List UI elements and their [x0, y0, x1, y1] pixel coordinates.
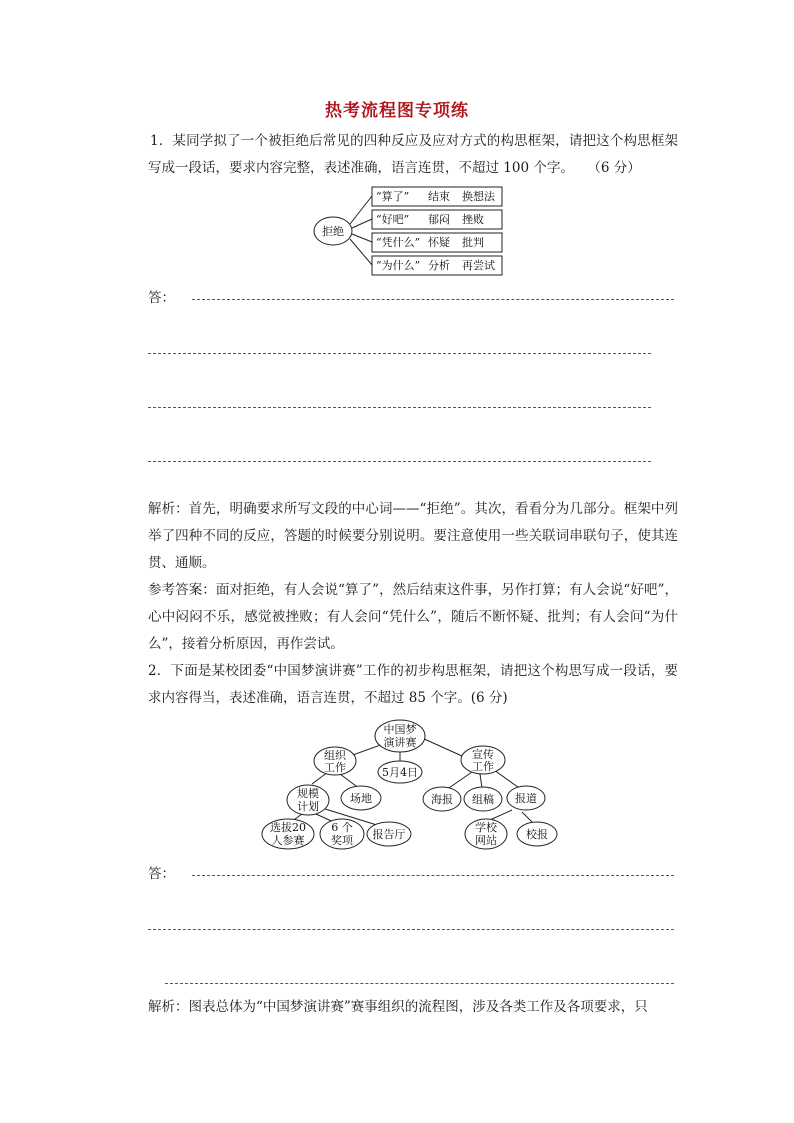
svg-text:5月4日: 5月4日	[382, 766, 418, 779]
svg-text:批判: 批判	[462, 236, 484, 249]
diagram-node-select-participants	[262, 819, 314, 849]
question-2-diagram	[250, 716, 580, 856]
svg-text:换想法: 换想法	[462, 190, 495, 203]
diagram-connector	[350, 239, 372, 265]
diagram-connector	[350, 196, 372, 224]
diagram-node-organization	[314, 747, 356, 775]
diagram-node-publicity	[461, 746, 505, 774]
diagram-node-school-website	[465, 819, 507, 849]
answer-line[interactable]	[148, 929, 674, 930]
svg-text:选拔20: 选拔20	[270, 821, 306, 834]
svg-text:组织: 组织	[324, 749, 346, 762]
diagram-node-poster	[423, 787, 461, 811]
diagram-node-venue	[341, 786, 381, 810]
diagram-box-4	[372, 256, 502, 275]
answer-line[interactable]	[148, 461, 651, 462]
svg-text:校报: 校报	[526, 828, 548, 841]
diagram-node-awards	[320, 819, 364, 849]
diagram-box-2	[372, 210, 502, 229]
svg-text:报告厅: 报告厅	[372, 828, 406, 841]
diagram-node-lecture-hall	[367, 822, 411, 846]
diagram-connector	[446, 772, 472, 790]
svg-text:计划: 计划	[297, 800, 319, 813]
svg-text:“为什么”: “为什么”	[376, 259, 421, 272]
svg-text:组稿: 组稿	[472, 793, 494, 806]
svg-text:郁闷: 郁闷	[428, 213, 450, 226]
diagram-root-label: 拒绝	[322, 225, 344, 238]
svg-text:奖项: 奖项	[331, 834, 353, 847]
question-2-prompt: 2．下面是某校团委“中国梦演讲赛”工作的初步构思框架，请把这个构思写成一段话，要求内容得当，表述准确，语言连贯，不超过 85 个字。(6 分)	[148, 663, 678, 706]
svg-text:中国梦: 中国梦	[383, 723, 417, 736]
page-title: 热考流程图专项练	[325, 101, 469, 121]
answer-line[interactable]	[148, 407, 651, 408]
svg-text:“好吧”: “好吧”	[376, 213, 410, 226]
diagram-connector	[522, 812, 532, 822]
diagram-node-drafts	[464, 787, 502, 811]
svg-text:宣传: 宣传	[472, 748, 494, 761]
diagram-node-root	[375, 720, 425, 752]
diagram-box-3	[372, 233, 502, 252]
svg-text:网站: 网站	[475, 834, 497, 847]
diagram-node-scale-plan	[287, 785, 329, 815]
answer-line[interactable]	[165, 983, 674, 984]
question-1-diagram	[310, 184, 510, 276]
answer-label-1: 答：	[148, 290, 175, 306]
svg-text:学校: 学校	[475, 821, 497, 834]
answer-line[interactable]	[148, 353, 651, 354]
question-1-reference-answer: 参考答案：面对拒绝，有人会说“算了”，然后结束这件事，另作打算；有人会说“好吧”，心中闷闷不乐，感觉被挫败；有人会问“凭什么”，随后不断怀疑、批判；有人会问“为什么”，接着分析原因，再作尝试。	[148, 582, 678, 652]
svg-text:人参赛: 人参赛	[271, 834, 305, 847]
svg-text:挫败: 挫败	[462, 213, 484, 226]
svg-text:工作: 工作	[472, 760, 494, 773]
svg-text:工作: 工作	[324, 761, 346, 774]
answer-label-2: 答：	[148, 866, 175, 882]
svg-text:再尝试: 再尝试	[462, 259, 495, 272]
diagram-node-school-paper	[517, 822, 557, 846]
answer-line[interactable]	[192, 875, 674, 876]
diagram-connector	[490, 810, 512, 820]
diagram-node-date	[378, 761, 422, 783]
diagram-connector	[340, 774, 356, 786]
svg-text:海报: 海报	[431, 793, 453, 806]
diagram-connector	[480, 774, 482, 788]
svg-text:结束: 结束	[428, 190, 450, 203]
answer-line[interactable]	[192, 299, 674, 300]
diagram-connector	[422, 738, 462, 756]
svg-text:报道: 报道	[515, 792, 537, 805]
svg-text:演讲赛: 演讲赛	[383, 736, 417, 749]
svg-text:6 个: 6 个	[331, 821, 353, 834]
diagram-box-1	[372, 187, 502, 206]
diagram-node-report	[507, 786, 545, 810]
question-1-analysis: 解析：首先，明确要求所写文段的中心词——“拒绝”。其次，看看分为几部分。框架中列举了四种不同的反应，答题的时候要分别说明。要注意使用一些关联词串联句子，使其连贯、通顺。	[148, 501, 678, 571]
question-2-analysis: 解析：图表总体为“中国梦演讲赛”赛事组织的流程图，涉及各类工作及各项要求，只	[148, 999, 648, 1015]
diagram-connector	[352, 234, 372, 242]
svg-text:分析: 分析	[428, 259, 450, 272]
svg-text:怀疑: 怀疑	[428, 236, 450, 249]
svg-text:“算了”: “算了”	[376, 190, 410, 203]
svg-text:场地: 场地	[350, 792, 372, 805]
svg-text:规模: 规模	[297, 787, 319, 800]
diagram-connector	[352, 219, 372, 228]
question-1-prompt: 1．某同学拟了一个被拒绝后常见的四种反应及应对方式的构思框架，请把这个构思框架写成一段话，要求内容完整，表述准确，语言连贯，不超过 100 个字。 （6 分）	[148, 133, 678, 176]
svg-text:“凭什么”: “凭什么”	[376, 236, 421, 249]
